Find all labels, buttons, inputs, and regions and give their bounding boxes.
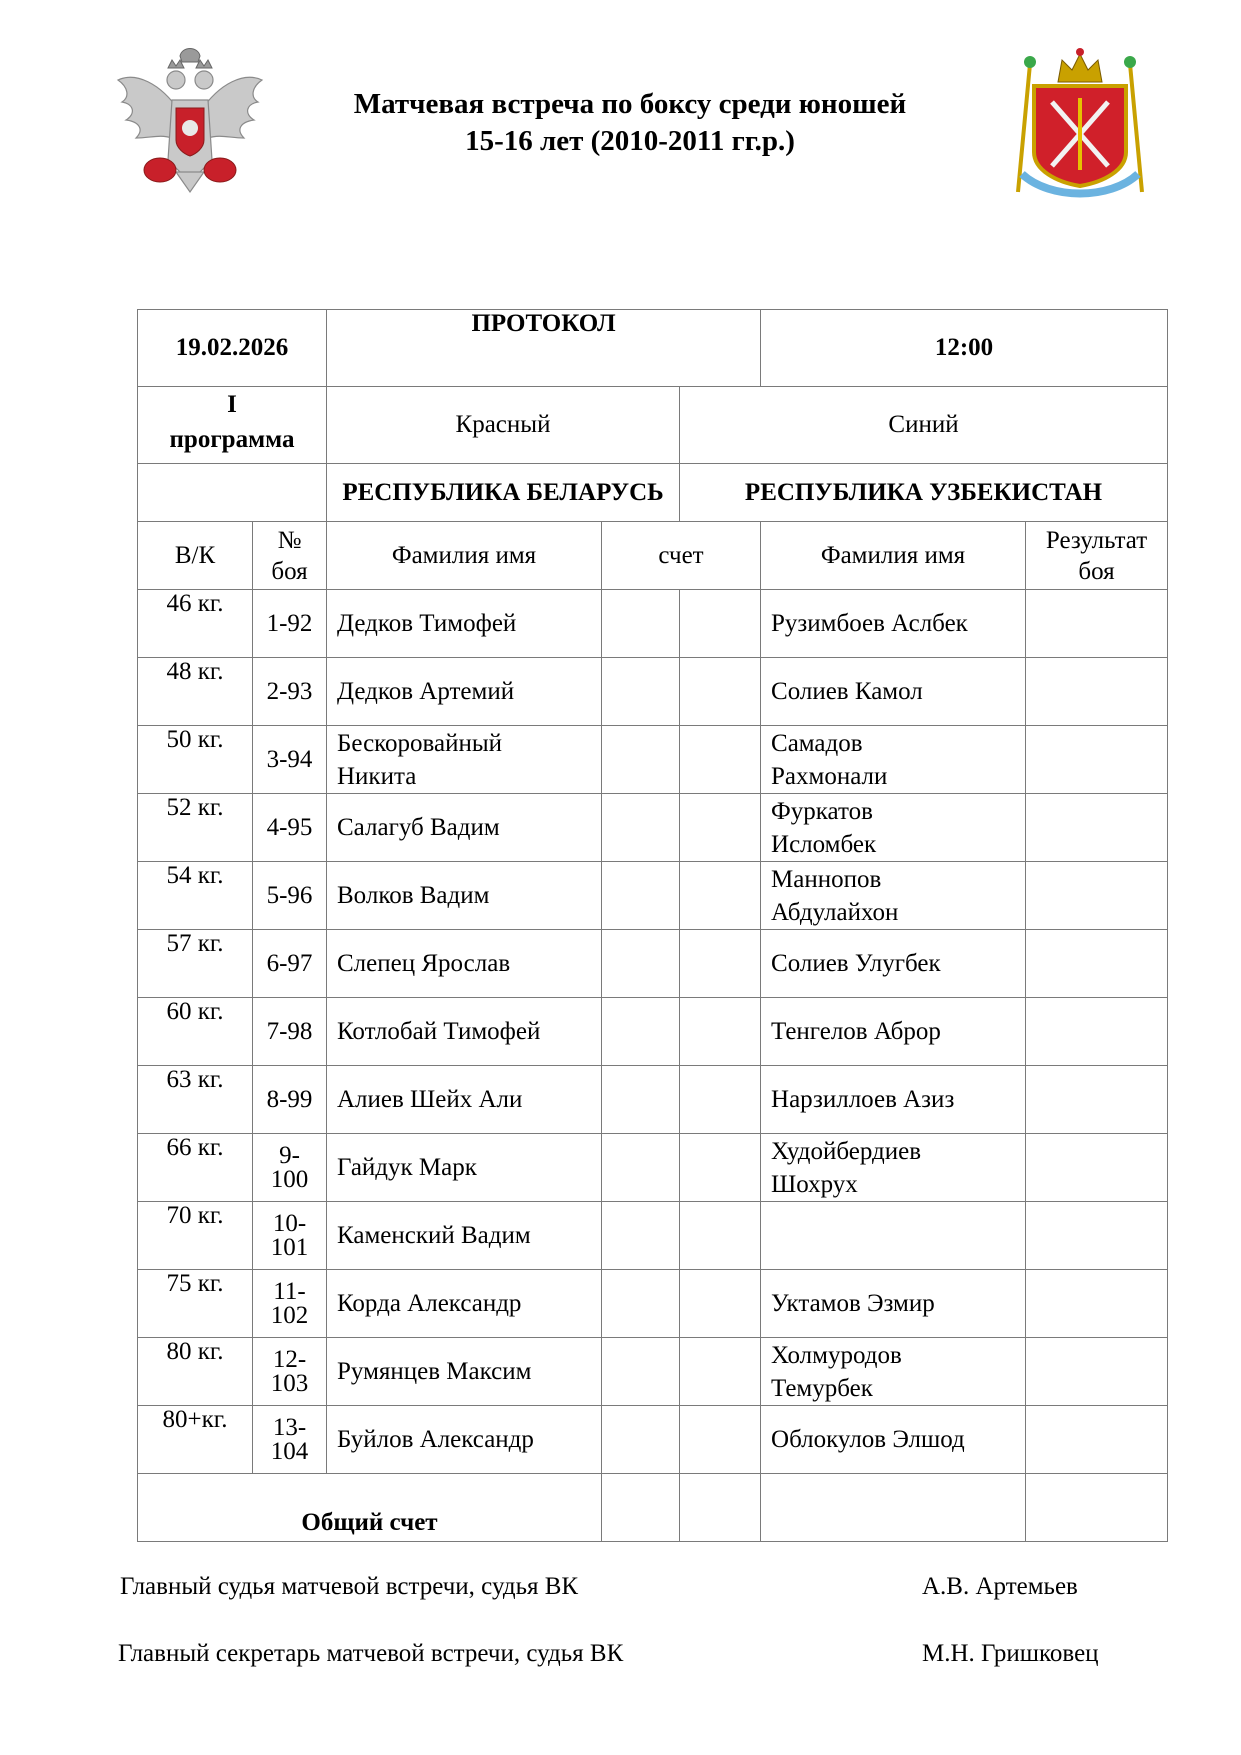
score-red [602,930,680,998]
red-boxer-name [327,1134,602,1202]
blue-name-line1: Холмуродов [771,1341,902,1369]
bout-number-line2: 100 [270,1165,309,1193]
teams-row [138,464,1168,522]
bout-number [253,1066,327,1134]
red-name-line1: Буйлов Александр [337,1426,534,1453]
red-name-line1: Каменский Вадим [337,1222,531,1249]
weight-class: 50 кг. [138,726,253,794]
bout-number [253,658,327,726]
red-boxer-name [327,1202,602,1270]
blue-boxer-name [761,862,1026,930]
score-blue [680,1406,761,1474]
score-blue [680,590,761,658]
bout-number [253,1202,327,1270]
program-word: программа [169,426,295,453]
bout-result [1026,998,1168,1066]
bout-number [253,998,327,1066]
program-numeral: I [227,391,237,418]
red-name-line1: Румянцев Максим [337,1358,532,1385]
bout-number-line1: 7-98 [266,1017,313,1045]
col-weight: В/К [138,522,253,590]
blue-name-line1: Тенгелов Аброр [771,1018,941,1045]
score-red [602,1406,680,1474]
blue-name-line1: Маннопов [771,865,882,893]
red-name-line1: Гайдук Марк [337,1154,477,1181]
blue-corner-label: Синий [680,387,1168,464]
red-boxer-name [327,1066,602,1134]
score-red [602,862,680,930]
weight-class: 66 кг. [138,1134,253,1202]
score-blue [680,1338,761,1406]
bout-row [138,794,1168,862]
bout-number-line1: 13- [272,1413,307,1441]
col-result-line1: Результат [1045,526,1148,554]
red-name-line1: Дедков Артемий [337,678,515,705]
judge-name: А.В. Артемьев [922,1573,1078,1600]
score-blue [680,726,761,794]
secretary-name: М.Н. Гришковец [922,1640,1099,1667]
bout-number-line1: 4-95 [266,813,313,841]
weight-class: 46 кг. [138,590,253,658]
bout-number-line1: 2-93 [266,677,313,705]
weight-class: 54 кг. [138,862,253,930]
blue-name-line1: Фуркатов [771,797,873,825]
score-blue [680,1134,761,1202]
total-blue-name [761,1474,1026,1542]
time: 12:00 [761,310,1168,387]
red-boxer-name [327,1270,602,1338]
blue-boxer-name [761,1270,1026,1338]
blue-name-line1: Рузимбоев Аслбек [771,610,968,637]
col-red-name: Фамилия имя [327,522,602,590]
weight-class: 60 кг. [138,998,253,1066]
blue-boxer-name [761,1066,1026,1134]
weight-class: 52 кг. [138,794,253,862]
bout-row [138,1270,1168,1338]
red-boxer-name [327,1406,602,1474]
bout-number [253,1134,327,1202]
bout-number [253,726,327,794]
score-blue [680,794,761,862]
bout-number [253,1270,327,1338]
weight-class: 63 кг. [138,1066,253,1134]
total-row [138,1474,1168,1542]
blue-boxer-name [761,930,1026,998]
col-bout [253,522,327,590]
header-row [138,310,1168,387]
score-blue [680,1202,761,1270]
blue-name-line1: Худойбердиев [771,1137,922,1165]
bout-result [1026,1338,1168,1406]
score-red [602,726,680,794]
bout-number-line1: 11- [273,1277,306,1305]
bouts-body [138,590,1168,1474]
col-blue-name: Фамилия имя [761,522,1026,590]
score-red [602,998,680,1066]
blue-boxer-name [761,1202,1026,1270]
bout-number-line2: 101 [270,1233,309,1261]
bout-number [253,590,327,658]
bout-result [1026,1134,1168,1202]
blue-boxer-name [761,794,1026,862]
page-title [280,86,980,160]
bout-number-line1: 9- [279,1141,300,1169]
blue-boxer-name [761,726,1026,794]
protocol-table [137,309,1168,1542]
red-boxer-name [327,794,602,862]
score-blue [680,658,761,726]
bout-number-line2: 102 [270,1301,309,1329]
blue-name-line1: Самадов [771,729,863,757]
bout-result [1026,1406,1168,1474]
col-score: счет [602,522,761,590]
score-red [602,1338,680,1406]
total-label: Общий счет [138,1474,602,1542]
score-blue [680,1066,761,1134]
score-red [602,1134,680,1202]
total-score-blue [680,1474,761,1542]
bout-row [138,998,1168,1066]
total-score-red [602,1474,680,1542]
red-name-line1: Волков Вадим [337,882,490,909]
score-blue [680,1270,761,1338]
red-boxer-name [327,998,602,1066]
col-result-line2: боя [1078,557,1115,585]
blue-name-line2: Абдулайхон [771,898,899,926]
blue-boxer-name [761,998,1026,1066]
blue-boxer-name [761,1338,1026,1406]
title-line-2: 15-16 лет (2010-2011 гг.р.) [465,125,795,157]
blue-name-line1: Нарзиллоев Азиз [771,1086,955,1113]
bout-result [1026,590,1168,658]
score-red [602,658,680,726]
red-boxer-name [327,590,602,658]
column-header-row [138,522,1168,590]
score-red [602,1202,680,1270]
total-result [1026,1474,1168,1542]
empty-cell [138,464,327,522]
red-boxer-name [327,862,602,930]
blue-boxer-name [761,590,1026,658]
bout-result [1026,794,1168,862]
red-boxer-name [327,726,602,794]
score-red [602,1066,680,1134]
red-team: РЕСПУБЛИКА БЕЛАРУСЬ [327,464,680,522]
bout-result [1026,1270,1168,1338]
title-line-1: Матчевая встреча по боксу среди юношей [353,88,907,120]
bout-result [1026,930,1168,998]
score-blue [680,862,761,930]
bout-number [253,862,327,930]
bout-number-line1: 8-99 [266,1085,313,1113]
bout-number [253,1406,327,1474]
score-blue [680,930,761,998]
score-red [602,590,680,658]
bout-result [1026,862,1168,930]
blue-team: РЕСПУБЛИКА УЗБЕКИСТАН [680,464,1168,522]
blue-name-line1: Солиев Камол [771,678,923,705]
weight-class: 80 кг. [138,1338,253,1406]
bout-number-line1: 3-94 [266,745,313,773]
bout-result [1026,658,1168,726]
bout-number-line1: 10- [272,1209,307,1237]
bout-row [138,1406,1168,1474]
red-name-line1: Слепец Ярослав [337,950,511,977]
judge-label: Главный судья матчевой встречи, судья ВК [120,1573,579,1600]
blue-name-line2: Шохрух [771,1170,858,1198]
weight-class: 75 кг. [138,1270,253,1338]
secretary-label: Главный секретарь матчевой встречи, судья ВК [118,1640,624,1667]
blue-boxer-name [761,658,1026,726]
col-bout-line2: боя [271,557,308,585]
col-result [1026,522,1168,590]
blue-name-line2: Исломбек [771,830,877,858]
bout-number-line2: 103 [270,1369,309,1397]
blue-name-line2: Рахмонали [771,762,888,790]
coat-of-arms-icon [1000,42,1160,202]
blue-name-line1: Уктамов Эзмир [771,1290,935,1317]
bout-number-line1: 6-97 [266,949,313,977]
red-name-line1: Котлобай Тимофей [337,1018,541,1045]
red-name-line1: Дедков Тимофей [337,610,517,637]
score-red [602,794,680,862]
blue-name-line1: Солиев Улугбек [771,950,941,977]
blue-name-line2: Темурбек [771,1374,873,1402]
program-cell [138,387,327,464]
blue-boxer-name [761,1406,1026,1474]
score-blue [680,998,761,1066]
red-name-line1: Алиев Шейх Али [337,1086,523,1113]
bout-number [253,1338,327,1406]
bout-row [138,930,1168,998]
red-name-line2: Никита [337,762,417,790]
red-boxer-name [327,930,602,998]
eagle-emblem-icon [110,42,270,202]
weight-class: 70 кг. [138,1202,253,1270]
bout-result [1026,1202,1168,1270]
red-name-line1: Бескоровайный [337,729,503,757]
red-boxer-name [327,1338,602,1406]
date: 19.02.2026 [138,310,327,387]
bout-number [253,794,327,862]
weight-class: 48 кг. [138,658,253,726]
bout-row [138,658,1168,726]
bout-number-line2: 104 [270,1437,309,1465]
bout-row [138,1066,1168,1134]
bout-row [138,1338,1168,1406]
bout-number-line1: 5-96 [266,881,313,909]
bout-row [138,1134,1168,1202]
red-corner-label: Красный [327,387,680,464]
red-name-line1: Корда Александр [337,1290,522,1317]
program-row [138,387,1168,464]
blue-boxer-name [761,1134,1026,1202]
red-name-line1: Салагуб Вадим [337,814,500,841]
bout-number [253,930,327,998]
weight-class: 57 кг. [138,930,253,998]
bout-row [138,862,1168,930]
bout-row [138,1202,1168,1270]
bout-result [1026,726,1168,794]
bout-row [138,726,1168,794]
bout-row [138,590,1168,658]
blue-name-line1: Облокулов Элшод [771,1426,965,1453]
score-red [602,1270,680,1338]
protocol-title: ПРОТОКОЛ [327,310,761,387]
col-bout-line1: № [277,526,302,554]
bout-number-line1: 12- [272,1345,307,1373]
weight-class: 80+кг. [138,1406,253,1474]
red-boxer-name [327,658,602,726]
bout-result [1026,1066,1168,1134]
bout-number-line1: 1-92 [266,609,313,637]
